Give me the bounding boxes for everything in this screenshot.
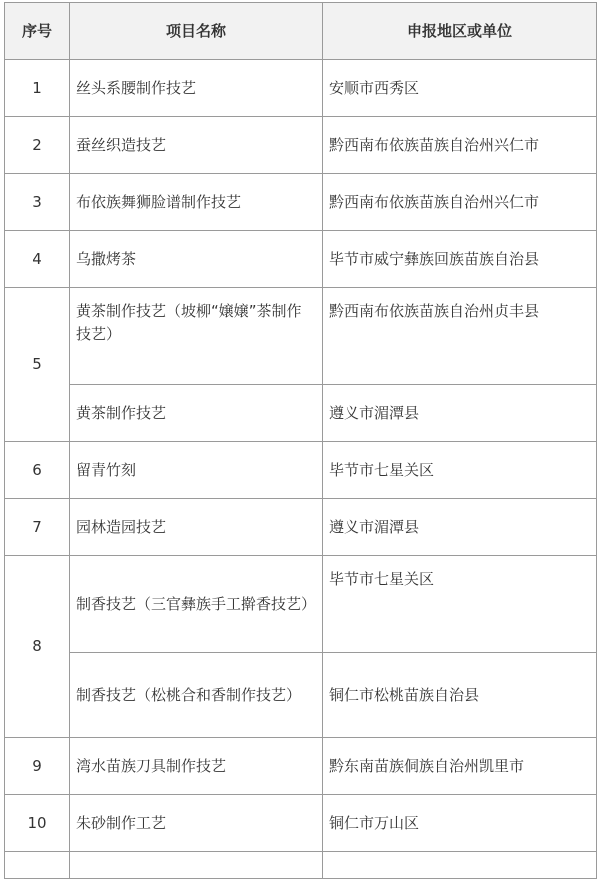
table-row [5,556,597,653]
project-name: 制香技艺（松桃合和香制作技艺） [70,653,323,738]
row-index: 6 [5,442,70,499]
table-row [5,499,597,556]
table-row [5,174,597,231]
row-index: 3 [5,174,70,231]
table-row [5,231,597,288]
project-name: 丝头系腰制作技艺 [70,60,323,117]
empty-cell [323,852,597,879]
table-row [5,442,597,499]
region-name: 黔西南布依族苗族自治州贞丰县 [323,288,597,385]
table-row [5,795,597,852]
project-name: 制香技艺（三官彝族手工擀香技艺） [70,556,323,653]
project-name: 湾水苗族刀具制作技艺 [70,738,323,795]
row-index: 10 [5,795,70,852]
empty-cell [5,852,70,879]
project-name: 朱砂制作工艺 [70,795,323,852]
project-name: 园林造园技艺 [70,499,323,556]
row-index: 4 [5,231,70,288]
project-name: 黄茶制作技艺（坡柳“嬢嬢”茶制作技艺） [70,288,323,385]
region-name: 遵义市湄潭县 [323,385,597,442]
header-index: 序号 [5,3,70,60]
project-name: 黄茶制作技艺 [70,385,323,442]
table-row [5,60,597,117]
row-index: 2 [5,117,70,174]
header-project-name: 项目名称 [70,3,323,60]
heritage-projects-table [4,2,597,879]
region-name: 黔西南布依族苗族自治州兴仁市 [323,117,597,174]
row-index: 7 [5,499,70,556]
region-name: 铜仁市松桃苗族自治县 [323,653,597,738]
empty-cell [70,852,323,879]
row-index: 9 [5,738,70,795]
project-name: 留青竹刻 [70,442,323,499]
header-region: 申报地区或单位 [323,3,597,60]
region-name: 安顺市西秀区 [323,60,597,117]
table-row [5,852,597,879]
region-name: 黔西南布依族苗族自治州兴仁市 [323,174,597,231]
region-name: 黔东南苗族侗族自治州凯里市 [323,738,597,795]
project-name: 蚕丝织造技艺 [70,117,323,174]
project-name: 乌撒烤茶 [70,231,323,288]
row-index: 8 [5,556,70,738]
project-name: 布依族舞狮脸谱制作技艺 [70,174,323,231]
region-name: 铜仁市万山区 [323,795,597,852]
table-row [5,385,597,442]
region-name: 毕节市威宁彝族回族苗族自治县 [323,231,597,288]
table-row [5,653,597,738]
table-row [5,738,597,795]
header-row [5,3,597,60]
region-name: 毕节市七星关区 [323,556,597,653]
row-index: 5 [5,288,70,442]
table-row [5,288,597,385]
table-row [5,117,597,174]
row-index: 1 [5,60,70,117]
region-name: 遵义市湄潭县 [323,499,597,556]
region-name: 毕节市七星关区 [323,442,597,499]
